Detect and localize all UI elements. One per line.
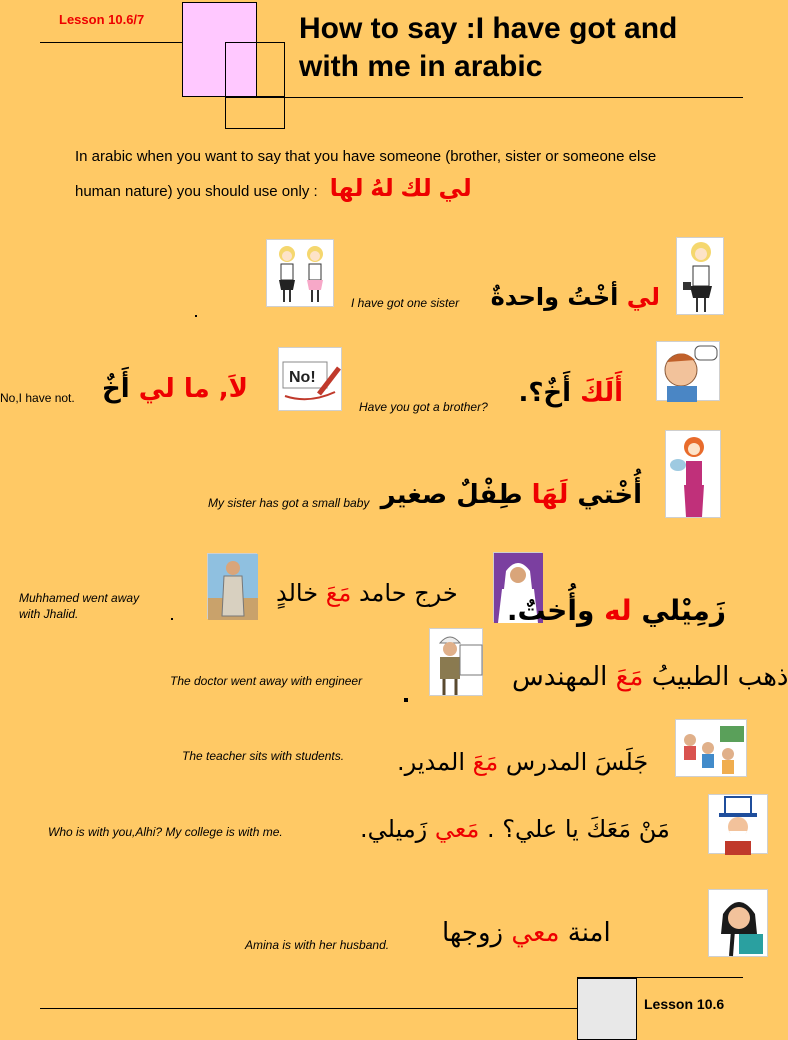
row4-arabic-secondary: خرج حامد مَعَ خالدٍ (276, 579, 458, 607)
row3-arabic: أُخْتي لَهَا طِفْلٌ صغير (380, 480, 642, 510)
row2-arabic: أَلَكَ أَخٌ؟. (518, 378, 623, 408)
mother-baby-picture (665, 430, 721, 518)
decorative-square-1 (225, 42, 285, 97)
header-rule-right (285, 97, 743, 98)
stray-dot-2 (171, 618, 173, 620)
decorative-square-2 (225, 97, 285, 129)
footer-rule-left (40, 1008, 577, 1009)
page-title: How to say :I have got and with me in arabic (299, 12, 678, 83)
row6-english: The teacher sits with students. (182, 749, 345, 763)
engineer-picture (429, 628, 483, 696)
row8-english: Amina is with her husband. (245, 938, 390, 952)
lesson-label-top: Lesson 10.6/7 (59, 12, 145, 27)
stray-dot (195, 315, 197, 317)
stray-dot-3 (404, 698, 408, 702)
uncle-sam-picture (708, 794, 768, 854)
row3-english: My sister has got a small baby (208, 496, 370, 510)
row5-arabic: ذهب الطبيبُ مَعَ المهندس (512, 662, 788, 692)
row4-arabic: زَمِيْلي له وأُختٌ. (506, 594, 726, 627)
no-sign-text: No! (289, 369, 316, 386)
robed-man-picture (207, 553, 257, 619)
intro-line-1: In arabic when you want to say that you have someone (brother, sister or someone else (75, 148, 657, 165)
classroom-picture (675, 719, 747, 777)
woman-picture (708, 889, 768, 957)
row4-english: Muhhamed went away with Jhalid. (19, 591, 140, 621)
row1-english: I have got one sister (351, 296, 460, 310)
row6-arabic: جَلَسَ المدرس مَعَ المدير. (397, 748, 649, 776)
lesson-label-bottom: Lesson 10.6 (644, 996, 725, 1012)
row5-english: The doctor went away with engineer (170, 674, 363, 688)
sister-picture (676, 237, 724, 315)
decorative-gray-square (577, 978, 637, 1040)
row1-arabic: لي أخْتُ واحدةٌ (490, 283, 660, 311)
row8-arabic: امنة معي زوجها (442, 918, 611, 948)
row7-english: Who is with you,Alhi? My college is with me. (48, 825, 283, 839)
man-speech-picture (656, 341, 720, 401)
row2-english: Have you got a brother? (359, 400, 488, 414)
sisters-picture (266, 239, 334, 307)
no-sign-picture (278, 347, 342, 411)
row2-reply-arabic: لاَ, ما لي أَخٌ (102, 374, 248, 404)
intro-paragraph (75, 141, 715, 208)
intro-line-2: human nature) you should use only : لي لك لهُ لها (75, 175, 472, 202)
row2-reply-english: No,I have not. (0, 391, 75, 405)
row7-arabic: مَنْ مَعَكَ يا علي؟ . مَعي زَميلي. (360, 815, 670, 843)
intro-arabic-pronouns: لي لك لهُ لها (329, 175, 472, 202)
